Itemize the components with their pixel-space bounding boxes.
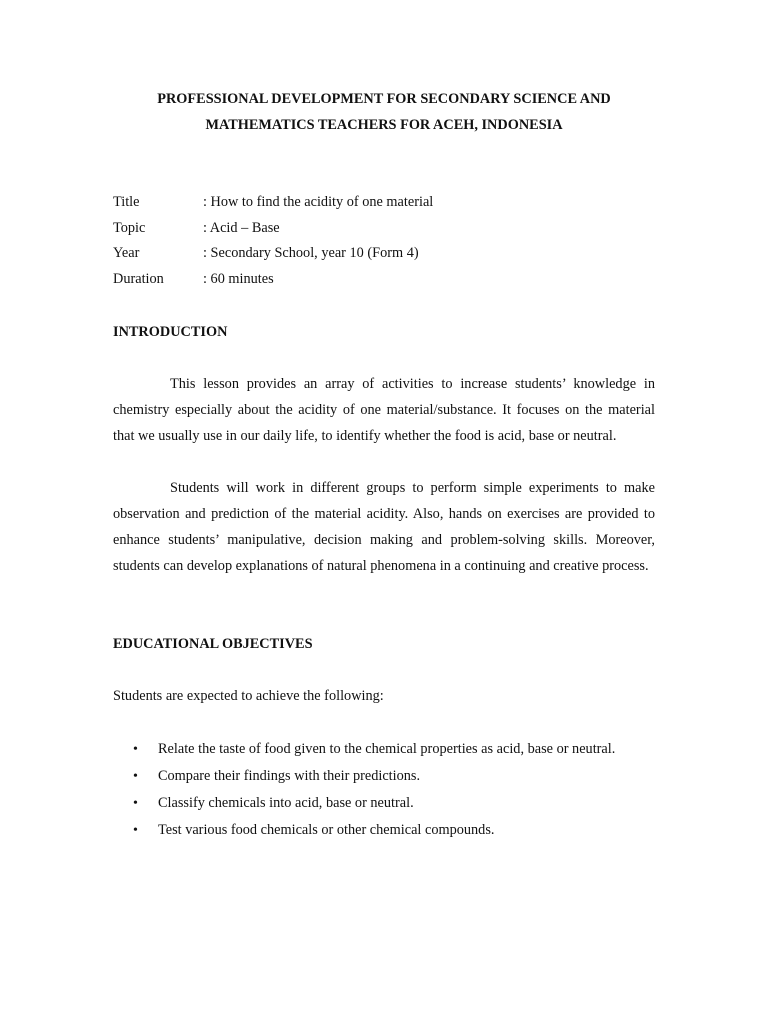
bullet-icon: • — [133, 769, 138, 784]
introduction-paragraph-2 — [113, 475, 655, 579]
document-title-line-1: PROFESSIONAL DEVELOPMENT FOR SECONDARY SCIENCE AND — [157, 91, 611, 107]
lesson-metadata — [113, 190, 673, 293]
list-item — [113, 817, 673, 844]
introduction-paragraph-1 — [113, 371, 655, 449]
document-title-line-2: MATHEMATICS TEACHERS FOR ACEH, INDONESIA — [205, 117, 563, 133]
meta-row-title — [113, 190, 673, 216]
meta-key: Topic — [113, 219, 146, 236]
list-item — [113, 763, 673, 790]
list-item-text: Test various food chemicals or other chemical compounds. — [158, 822, 495, 838]
list-item — [113, 736, 673, 763]
objectives-heading: EDUCATIONAL OBJECTIVES — [113, 636, 313, 652]
objectives-lead: Students are expected to achieve the following: — [113, 688, 384, 704]
introduction-paragraph-2-text: Students will work in different groups to perform simple experiments to make observation and prediction of the material acidity. Also, hands on exercises are provided to enhance students’ manipulative, decision making and problem-solving skills. Moreover, students can develop explanations of natural phenomena in a continuing and creative process. — [113, 480, 655, 574]
meta-row-topic — [113, 216, 673, 242]
objectives-list — [113, 736, 673, 844]
meta-key: Duration — [113, 271, 164, 288]
meta-key: Year — [113, 245, 140, 262]
bullet-icon: • — [133, 742, 138, 757]
list-item — [113, 790, 673, 817]
meta-key: Title — [113, 194, 140, 210]
introduction-heading: INTRODUCTION — [113, 324, 228, 340]
meta-value: : 60 minutes — [203, 271, 274, 288]
introduction-paragraph-1-text: This lesson provides an array of activities to increase students’ knowledge in chemistry especially about the acidity of one material/substance. It focuses on the material that we usually use in our daily life, to identify whether the food is acid, base or neutral. — [113, 376, 655, 444]
list-item-text: Relate the taste of food given to the chemical properties as acid, base or neutral. — [158, 741, 616, 757]
meta-value: : Acid – Base — [203, 219, 280, 236]
bullet-icon: • — [133, 823, 138, 838]
bullet-icon: • — [133, 796, 138, 811]
meta-row-duration — [113, 267, 673, 293]
meta-row-year — [113, 241, 673, 267]
document-title — [0, 86, 768, 138]
list-item-text: Compare their findings with their predictions. — [158, 768, 421, 784]
list-item-text: Classify chemicals into acid, base or neutral. — [158, 795, 414, 811]
meta-value: : Secondary School, year 10 (Form 4) — [203, 245, 419, 262]
meta-value: : How to find the acidity of one material — [203, 194, 434, 210]
